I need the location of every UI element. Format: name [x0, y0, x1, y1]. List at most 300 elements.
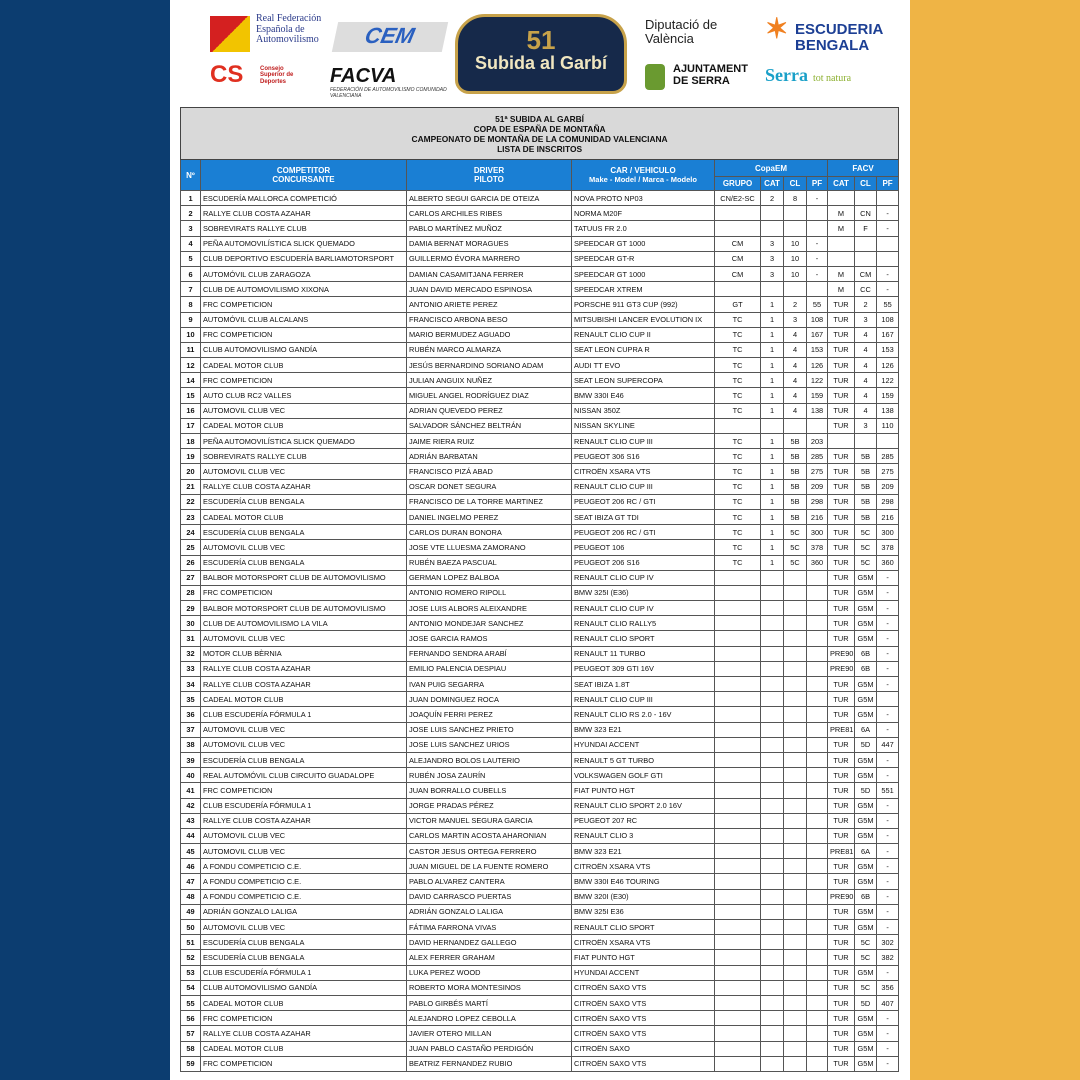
copaem-pf-cell [807, 935, 828, 950]
facv-cl-cell [855, 236, 877, 251]
facv-pf-cell: - [877, 282, 899, 297]
entry-number-cell: 30 [181, 616, 201, 631]
car-cell: RENAULT 11 TURBO [572, 646, 715, 661]
car-cell: HYUNDAI ACCENT [572, 737, 715, 752]
table-row [181, 768, 899, 783]
copaem-cat-cell: 2 [761, 191, 784, 206]
competitor-cell: RALLYE CLUB COSTA AZAHAR [201, 813, 407, 828]
car-cell: PEUGEOT 207 RC [572, 813, 715, 828]
facv-cat-cell: TUR [828, 403, 855, 418]
copaem-cat-cell: 1 [761, 449, 784, 464]
driver-cell: PABLO ALVAREZ CANTERA [407, 874, 572, 889]
driver-cell: GERMAN LOPEZ BALBOA [407, 570, 572, 585]
table-row [181, 889, 899, 904]
facv-pf-cell: - [877, 813, 899, 828]
col-grupo: GRUPO [715, 177, 761, 191]
copaem-cat-cell [761, 722, 784, 737]
facv-pf-cell: 167 [877, 327, 899, 342]
copaem-pf-cell [807, 752, 828, 767]
driver-cell: MIGUEL ANGEL RODRÍGUEZ DIAZ [407, 388, 572, 403]
driver-cell: VICTOR MANUEL SEGURA GARCIA [407, 813, 572, 828]
col-competitor [201, 160, 407, 191]
copaem-pf-cell [807, 661, 828, 676]
entry-number-cell: 35 [181, 692, 201, 707]
copaem-cl-cell [784, 752, 807, 767]
facv-cl-cell: G5M [855, 874, 877, 889]
col-facv-cl: CL [855, 177, 877, 191]
table-row [181, 904, 899, 919]
copaem-grupo-cell: CM [715, 266, 761, 281]
copaem-cat-cell [761, 844, 784, 859]
competitor-cell: ESCUDERÍA CLUB BENGALA [201, 555, 407, 570]
copaem-cat-cell [761, 889, 784, 904]
competitor-cell: AUTOMOVIL CLUB VEC [201, 631, 407, 646]
entry-number-cell: 36 [181, 707, 201, 722]
copaem-grupo-cell: TC [715, 327, 761, 342]
col-copaem-cl: CL [784, 177, 807, 191]
facv-logo-subtitle: FEDERACIÓN DE AUTOMOVILISMO COMUNIDAD VALENCIANA [330, 87, 447, 99]
car-cell: CITROËN XSARA VTS [572, 859, 715, 874]
competitor-cell: MOTOR CLUB BÈRNIA [201, 646, 407, 661]
copaem-cl-cell: 4 [784, 388, 807, 403]
entry-number-cell: 20 [181, 464, 201, 479]
car-cell: PEUGEOT 206 RC / GTI [572, 525, 715, 540]
driver-cell: DAVID CARRASCO PUERTAS [407, 889, 572, 904]
table-row [181, 813, 899, 828]
copaem-cat-cell [761, 768, 784, 783]
competitor-cell: CADEAL MOTOR CLUB [201, 692, 407, 707]
facv-pf-cell: 138 [877, 403, 899, 418]
col-driver [407, 160, 572, 191]
copaem-cat-cell: 1 [761, 403, 784, 418]
copaem-pf-cell [807, 722, 828, 737]
facv-cat-cell [828, 251, 855, 266]
facv-cl-cell: 5C [855, 950, 877, 965]
copaem-grupo-cell: TC [715, 373, 761, 388]
copaem-pf-cell: 360 [807, 555, 828, 570]
copaem-cat-cell [761, 677, 784, 692]
facv-pf-cell: 551 [877, 783, 899, 798]
facv-cat-cell: TUR [828, 828, 855, 843]
facv-cl-cell: 4 [855, 373, 877, 388]
driver-cell: ANTONIO ROMERO RIPOLL [407, 585, 572, 600]
facv-cl-cell [855, 251, 877, 266]
copaem-grupo-cell [715, 904, 761, 919]
facv-cat-cell: TUR [828, 950, 855, 965]
copaem-grupo-cell: CN/E2-SC [715, 191, 761, 206]
copaem-cl-cell [784, 889, 807, 904]
championship-title: CAMPEONATO DE MONTAÑA DE LA COMUNIDAD VALENCIANA [411, 133, 668, 144]
car-cell: NISSAN SKYLINE [572, 418, 715, 433]
copaem-cat-cell: 3 [761, 266, 784, 281]
table-row [181, 585, 899, 600]
col-copaem-cat: CAT [761, 177, 784, 191]
table-row [181, 418, 899, 433]
entry-number-cell: 4 [181, 236, 201, 251]
facv-pf-cell: - [877, 646, 899, 661]
facv-cl-cell: 3 [855, 312, 877, 327]
copaem-grupo-cell [715, 585, 761, 600]
competitor-cell: A FONDU COMPETICIO C.E. [201, 859, 407, 874]
copaem-pf-cell [807, 418, 828, 433]
bengala-logo: ✶ ESCUDERIA BENGALA [765, 22, 885, 54]
copaem-pf-cell: 285 [807, 449, 828, 464]
event-logo-text: Subida al Garbí [474, 53, 608, 74]
facv-logo-text: FACVA [330, 65, 397, 87]
left-blue-band [0, 0, 170, 1080]
facv-cl-cell: 5D [855, 783, 877, 798]
copaem-pf-cell [807, 677, 828, 692]
car-cell: NOVA PROTO NP03 [572, 191, 715, 206]
copaem-cat-cell [761, 585, 784, 600]
copaem-cat-cell [761, 1026, 784, 1041]
copaem-cat-cell [761, 995, 784, 1010]
facv-cat-cell: TUR [828, 525, 855, 540]
facv-cat-cell: TUR [828, 920, 855, 935]
facv-pf-cell: - [877, 1041, 899, 1056]
competitor-cell: CLUB DE AUTOMOVILISMO XIXONA [201, 282, 407, 297]
table-row [181, 434, 899, 449]
facv-cl-cell: G5M [855, 798, 877, 813]
facv-cl-cell: G5M [855, 752, 877, 767]
driver-cell: JORGE PRADAS PÉREZ [407, 798, 572, 813]
facv-cl-cell: 6B [855, 889, 877, 904]
car-cell: PEUGEOT 306 S16 [572, 449, 715, 464]
entry-number-cell: 44 [181, 828, 201, 843]
copaem-cl-cell [784, 737, 807, 752]
copaem-cl-cell [784, 965, 807, 980]
car-cell: BMW 325I (E36) [572, 585, 715, 600]
copaem-cl-cell [784, 692, 807, 707]
driver-cell: ADRIÁN GONZALO LALIGA [407, 904, 572, 919]
facv-pf-cell: 378 [877, 540, 899, 555]
copaem-grupo-cell [715, 616, 761, 631]
car-cell: RENAULT CLIO CUP III [572, 692, 715, 707]
entry-number-cell: 48 [181, 889, 201, 904]
col-copaem-pf: PF [807, 177, 828, 191]
competitor-cell: AUTOMOVIL CLUB VEC [201, 828, 407, 843]
facv-pf-cell: 285 [877, 449, 899, 464]
copaem-pf-cell [807, 889, 828, 904]
car-cell: RENAULT CLIO CUP III [572, 479, 715, 494]
facv-pf-cell: 407 [877, 995, 899, 1010]
copaem-pf-cell: 159 [807, 388, 828, 403]
table-row [181, 191, 899, 206]
copaem-grupo-cell [715, 798, 761, 813]
competitor-cell: FRC COMPETICION [201, 1011, 407, 1026]
car-cell: TATUUS FR 2.0 [572, 221, 715, 236]
competitor-cell: FRC COMPETICION [201, 297, 407, 312]
facv-pf-cell: - [877, 920, 899, 935]
entry-number-cell: 6 [181, 266, 201, 281]
facv-cl-cell: 4 [855, 342, 877, 357]
copaem-cl-cell: 4 [784, 342, 807, 357]
copaem-pf-cell [807, 737, 828, 752]
copaem-grupo-cell [715, 950, 761, 965]
copaem-grupo-cell [715, 813, 761, 828]
facv-pf-cell: - [877, 631, 899, 646]
competitor-cell: CADEAL MOTOR CLUB [201, 509, 407, 524]
facv-cat-cell: TUR [828, 358, 855, 373]
facv-pf-cell: - [877, 1011, 899, 1026]
competitor-cell: AUTOMOVIL CLUB VEC [201, 920, 407, 935]
car-cell: MITSUBISHI LANCER EVOLUTION IX [572, 312, 715, 327]
facv-cat-cell: TUR [828, 935, 855, 950]
copaem-pf-cell [807, 995, 828, 1010]
copaem-grupo-cell: TC [715, 388, 761, 403]
list-title: LISTA DE INSCRITOS [497, 143, 583, 154]
facv-cl-cell: 5D [855, 995, 877, 1010]
entry-number-cell: 8 [181, 297, 201, 312]
copaem-pf-cell [807, 585, 828, 600]
facv-cl-cell: G5M [855, 1056, 877, 1071]
col-car [572, 160, 715, 191]
entry-number-cell: 14 [181, 373, 201, 388]
facv-pf-cell [877, 692, 899, 707]
copaem-pf-cell: 138 [807, 403, 828, 418]
copaem-pf-cell [807, 616, 828, 631]
competitor-cell: AUTOMOVIL CLUB VEC [201, 844, 407, 859]
table-row [181, 980, 899, 995]
table-row [181, 555, 899, 570]
cup-title: COPA DE ESPAÑA DE MONTAÑA [473, 123, 606, 134]
copaem-cat-cell [761, 221, 784, 236]
competitor-cell: AUTOMOVIL CLUB VEC [201, 464, 407, 479]
facv-pf-cell: - [877, 616, 899, 631]
car-cell: SEAT LEON SUPERCOPA [572, 373, 715, 388]
facv-cl-cell: 5C [855, 540, 877, 555]
copaem-grupo-cell [715, 828, 761, 843]
entry-number-cell: 23 [181, 509, 201, 524]
facv-cat-cell: TUR [828, 859, 855, 874]
copaem-cat-cell: 1 [761, 434, 784, 449]
table-row [181, 844, 899, 859]
facv-cat-cell: M [828, 282, 855, 297]
copaem-cl-cell: 5B [784, 449, 807, 464]
facv-cl-cell: 4 [855, 388, 877, 403]
table-row [181, 1056, 899, 1071]
copaem-grupo-cell: TC [715, 494, 761, 509]
facv-cat-cell: M [828, 221, 855, 236]
copaem-cat-cell [761, 1041, 784, 1056]
table-body [181, 191, 899, 1072]
facv-cl-cell [855, 191, 877, 206]
copaem-cat-cell: 3 [761, 236, 784, 251]
facv-pf-cell: - [877, 677, 899, 692]
competitor-cell: BALBOR MOTORSPORT CLUB DE AUTOMOVILISMO [201, 570, 407, 585]
copaem-grupo-cell [715, 221, 761, 236]
competitor-cell: CLUB ESCUDERÍA FÓRMULA 1 [201, 965, 407, 980]
entry-number-cell: 37 [181, 722, 201, 737]
car-cell: SPEEDCAR GT 1000 [572, 266, 715, 281]
competitor-cell: CLUB DE AUTOMOVILISMO LA VILA [201, 616, 407, 631]
facv-pf-cell [877, 236, 899, 251]
entry-number-cell: 32 [181, 646, 201, 661]
table-row [181, 358, 899, 373]
facv-pf-cell: - [877, 707, 899, 722]
car-cell: RENAULT 5 GT TURBO [572, 752, 715, 767]
facv-pf-cell [877, 434, 899, 449]
facv-pf-cell: 159 [877, 388, 899, 403]
facv-cat-cell: TUR [828, 327, 855, 342]
copaem-cl-cell [784, 418, 807, 433]
col-number: Nº [181, 160, 201, 191]
copaem-grupo-cell [715, 920, 761, 935]
facv-cl-cell: G5M [855, 707, 877, 722]
facv-cl-cell: G5M [855, 616, 877, 631]
copaem-pf-cell: 167 [807, 327, 828, 342]
facv-cl-cell [855, 434, 877, 449]
entry-number-cell: 55 [181, 995, 201, 1010]
driver-cell: ALEX FERRER GRAHAM [407, 950, 572, 965]
copaem-cl-cell: 5B [784, 434, 807, 449]
entry-number-cell: 7 [181, 282, 201, 297]
facv-cat-cell: TUR [828, 373, 855, 388]
copaem-grupo-cell [715, 677, 761, 692]
competitor-cell: AUTO CLUB RC2 VALLES [201, 388, 407, 403]
entry-number-cell: 42 [181, 798, 201, 813]
table-row [181, 798, 899, 813]
copaem-cl-cell: 10 [784, 251, 807, 266]
driver-cell: CARLOS DURAN BONORA [407, 525, 572, 540]
copaem-pf-cell: 126 [807, 358, 828, 373]
col-driver-es: PILOTO [474, 175, 504, 184]
facv-pf-cell: 216 [877, 509, 899, 524]
copaem-pf-cell: 55 [807, 297, 828, 312]
copaem-grupo-cell [715, 282, 761, 297]
facv-cat-cell: TUR [828, 707, 855, 722]
facv-cl-cell: G5M [855, 570, 877, 585]
facv-pf-cell: 209 [877, 479, 899, 494]
facv-cat-cell: TUR [828, 783, 855, 798]
copaem-cl-cell [784, 1011, 807, 1026]
facv-cl-cell: G5M [855, 813, 877, 828]
competitor-cell: FRC COMPETICION [201, 783, 407, 798]
driver-cell: JUAN DOMINGUEZ ROCA [407, 692, 572, 707]
car-cell: CITROËN SAXO VTS [572, 1026, 715, 1041]
copaem-cl-cell: 5C [784, 540, 807, 555]
entry-number-cell: 5 [181, 251, 201, 266]
copaem-cl-cell [784, 661, 807, 676]
copaem-cl-cell [784, 920, 807, 935]
facv-cl-cell: 6B [855, 646, 877, 661]
facv-pf-cell: 447 [877, 737, 899, 752]
copaem-grupo-cell [715, 1011, 761, 1026]
car-cell: CITROËN SAXO VTS [572, 995, 715, 1010]
facv-pf-cell: 382 [877, 950, 899, 965]
copaem-pf-cell [807, 980, 828, 995]
facv-cl-cell: 5B [855, 464, 877, 479]
copaem-cat-cell [761, 206, 784, 221]
facv-cat-cell: TUR [828, 555, 855, 570]
copaem-cl-cell: 10 [784, 236, 807, 251]
facv-cat-cell: TUR [828, 980, 855, 995]
entry-number-cell: 18 [181, 434, 201, 449]
copaem-cat-cell: 1 [761, 327, 784, 342]
entry-number-cell: 58 [181, 1041, 201, 1056]
copaem-cl-cell [784, 783, 807, 798]
table-row [181, 737, 899, 752]
facv-cl-cell: 4 [855, 327, 877, 342]
copaem-pf-cell [807, 813, 828, 828]
car-cell: RENAULT CLIO 3 [572, 828, 715, 843]
competitor-cell: RALLYE CLUB COSTA AZAHAR [201, 661, 407, 676]
facv-cat-cell: TUR [828, 874, 855, 889]
copaem-grupo-cell [715, 1026, 761, 1041]
car-cell: PEUGEOT 206 RC / GTI [572, 494, 715, 509]
facv-cl-cell: 2 [855, 297, 877, 312]
driver-cell: FERNANDO SENDRA ARABÍ [407, 646, 572, 661]
table-row [181, 266, 899, 281]
car-cell: RENAULT CLIO CUP II [572, 327, 715, 342]
table-row [181, 920, 899, 935]
copaem-grupo-cell [715, 206, 761, 221]
driver-cell: FRANCISCO DE LA TORRE MARTINEZ [407, 494, 572, 509]
competitor-cell: A FONDU COMPETICIO C.E. [201, 874, 407, 889]
facv-cl-cell: G5M [855, 920, 877, 935]
car-cell: HYUNDAI ACCENT [572, 965, 715, 980]
facv-cat-cell: PRE81 [828, 844, 855, 859]
competitor-cell: FRC COMPETICION [201, 327, 407, 342]
facv-cat-cell: TUR [828, 631, 855, 646]
facv-cat-cell: TUR [828, 1026, 855, 1041]
copaem-cl-cell [784, 859, 807, 874]
car-cell: NISSAN 350Z [572, 403, 715, 418]
competitor-cell: FRC COMPETICION [201, 373, 407, 388]
driver-cell: OSCAR DONET SEGURA [407, 479, 572, 494]
copaem-cat-cell [761, 570, 784, 585]
col-competitor-es: CONCURSANTE [272, 175, 335, 184]
copaem-grupo-cell [715, 646, 761, 661]
entry-number-cell: 19 [181, 449, 201, 464]
copaem-cl-cell: 4 [784, 358, 807, 373]
copaem-cat-cell [761, 616, 784, 631]
copaem-cl-cell [784, 722, 807, 737]
entry-number-cell: 46 [181, 859, 201, 874]
copaem-cat-cell [761, 874, 784, 889]
facv-cat-cell: M [828, 206, 855, 221]
facv-pf-cell: - [877, 965, 899, 980]
copaem-pf-cell: - [807, 191, 828, 206]
entry-number-cell: 51 [181, 935, 201, 950]
car-cell: RENAULT CLIO SPORT [572, 631, 715, 646]
copaem-pf-cell: 216 [807, 509, 828, 524]
facv-cat-cell: TUR [828, 494, 855, 509]
copaem-grupo-cell: TC [715, 540, 761, 555]
copaem-cl-cell: 5C [784, 555, 807, 570]
car-cell: SEAT IBIZA GT TDI [572, 509, 715, 524]
copaem-grupo-cell [715, 859, 761, 874]
serra-tot-natura-logo [765, 66, 851, 85]
copaem-cl-cell [784, 798, 807, 813]
driver-cell: JOSE LUIS SANCHEZ PRIETO [407, 722, 572, 737]
facv-cl-cell: CC [855, 282, 877, 297]
facv-cat-cell: TUR [828, 798, 855, 813]
facv-cl-cell: G5M [855, 585, 877, 600]
table-row [181, 342, 899, 357]
competitor-cell: ADRIÁN GONZALO LALIGA [201, 904, 407, 919]
car-cell: PEUGEOT 106 [572, 540, 715, 555]
copaem-pf-cell [807, 282, 828, 297]
competitor-cell: CLUB DEPORTIVO ESCUDERÍA BARLIAMOTORSPORT [201, 251, 407, 266]
entry-list-table [180, 107, 899, 1072]
entry-number-cell: 59 [181, 1056, 201, 1071]
copaem-cl-cell [784, 1026, 807, 1041]
table-row [181, 1011, 899, 1026]
entry-number-cell: 56 [181, 1011, 201, 1026]
driver-cell: CASTOR JESUS ORTEGA FERRERO [407, 844, 572, 859]
facv-pf-cell: - [877, 904, 899, 919]
